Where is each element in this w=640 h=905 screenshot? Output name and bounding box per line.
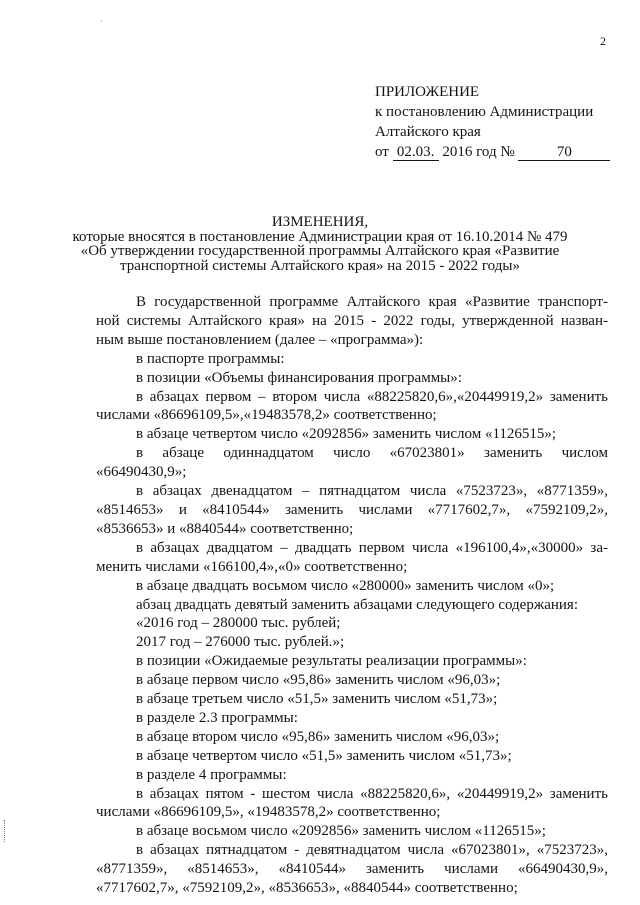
body-line: в абзаце одиннадцатом число «67023801» заменить числом bbox=[136, 445, 608, 462]
body-line: «8771359», «8514653», «8410544» заменить числами «66490430,9», bbox=[96, 861, 608, 878]
body-line: в абзацах первом – втором числа «88225820,6»,«20449919,2» заменить bbox=[136, 388, 608, 405]
title-line: «Об утверждении государственной программы Алтайского края «Развитие bbox=[80, 243, 560, 259]
body-line: в абзацах двенадцатом – пятнадцатом числа «7523723», «8771359», bbox=[136, 483, 608, 500]
body-line: в паспорте программы: bbox=[136, 350, 285, 367]
margin-mark bbox=[4, 820, 7, 842]
appendix-block bbox=[375, 82, 610, 162]
title-line: которые вносятся в постановление Администрации края от 16.10.2014 № 479 bbox=[72, 228, 568, 245]
body-line: В государственной программе Алтайского края «Развитие транспорт- bbox=[136, 294, 608, 310]
title-heading: ИЗМЕНЕНИЯ, bbox=[271, 214, 369, 230]
body-line: в абзаце двадцать восьмом число «280000» заменить числом «0»; bbox=[136, 577, 555, 594]
body-line: «66490430,9»; bbox=[96, 464, 187, 481]
appendix-line-2: Алтайского края bbox=[375, 124, 481, 140]
appendix-heading: ПРИЛОЖЕНИЕ bbox=[375, 84, 480, 100]
body-line: числами «86696109,5», «19483578,2» соответственно; bbox=[96, 804, 441, 821]
body-line: ным выше постановлением (далее – «программа»): bbox=[96, 331, 424, 348]
page-number: 2 bbox=[600, 34, 606, 48]
body-line: «2016 год – 280000 тыс. рублей; bbox=[136, 615, 341, 632]
appendix-date-line bbox=[375, 142, 610, 162]
body-line: в позиции «Объемы финансирования программы»: bbox=[136, 369, 462, 386]
body-line: «7717602,7», «7592109,2», «8536653», «8840544» соответственно; bbox=[96, 880, 518, 897]
body-line: в абзаце первом число «95,86» заменить числом «96,03»; bbox=[136, 672, 501, 689]
body-line: в абзаце четвертом число «2092856» заменить числом «1126515»; bbox=[136, 426, 557, 443]
body-line: абзац двадцать девятый заменить абзацами следующего содержания: bbox=[136, 596, 578, 613]
decree-number: 70 bbox=[518, 145, 610, 161]
document-body bbox=[96, 293, 608, 898]
body-line: в абзаце четвертом число «51,5» заменить числом «51,73»; bbox=[136, 747, 512, 764]
body-line: менить числами «166100,4»,«0» соответственно; bbox=[96, 558, 408, 575]
body-line: в абзацах двадцатом – двадцать первом числа «196100,4»,«30000» за- bbox=[136, 539, 608, 556]
body-line: в абзаце восьмом число «2092856» заменить числом «1126515»; bbox=[136, 823, 546, 840]
title-line: транспортной системы Алтайского края» на 2015 - 2022 годы» bbox=[120, 257, 520, 274]
body-line: «8514653» и «8410544» заменить числами «7717602,7», «7592109,2», bbox=[96, 501, 608, 518]
body-line: в абзаце втором число «95,86» заменить числом «96,03»; bbox=[136, 728, 500, 745]
date-value: 02.03. bbox=[393, 145, 439, 161]
body-line: ной системы Алтайского края» на 2015 - 2022 годы, утвержденной назван- bbox=[96, 312, 608, 329]
document-title bbox=[0, 215, 640, 273]
year-value: 2016 год bbox=[442, 144, 497, 160]
body-line: в абзаце третьем число «51,5» заменить числом «51,73»; bbox=[136, 691, 498, 708]
body-line: в абзацах пятом - шестом числа «88225820,6», «20449919,2» заменить bbox=[136, 785, 608, 802]
appendix-line-1: к постановлению Администрации bbox=[375, 104, 594, 120]
body-line: в разделе 2.3 программы: bbox=[136, 709, 298, 726]
scan-speck: · bbox=[100, 17, 103, 26]
body-line: в разделе 4 программы: bbox=[136, 766, 287, 783]
body-line: «8536653» и «8840544» соответственно; bbox=[96, 520, 354, 537]
body-line: 2017 год – 276000 тыс. рублей.»; bbox=[136, 634, 345, 651]
body-line: числами «86696109,5»,«19483578,2» соответственно; bbox=[96, 407, 437, 424]
body-line: в позиции «Ожидаемые результаты реализации программы»: bbox=[136, 653, 527, 670]
date-prefix: от bbox=[375, 144, 389, 160]
number-sign: № bbox=[500, 144, 515, 160]
body-line: в абзацах пятнадцатом - девятнадцатом числа «67023801», «7523723», bbox=[136, 842, 608, 859]
